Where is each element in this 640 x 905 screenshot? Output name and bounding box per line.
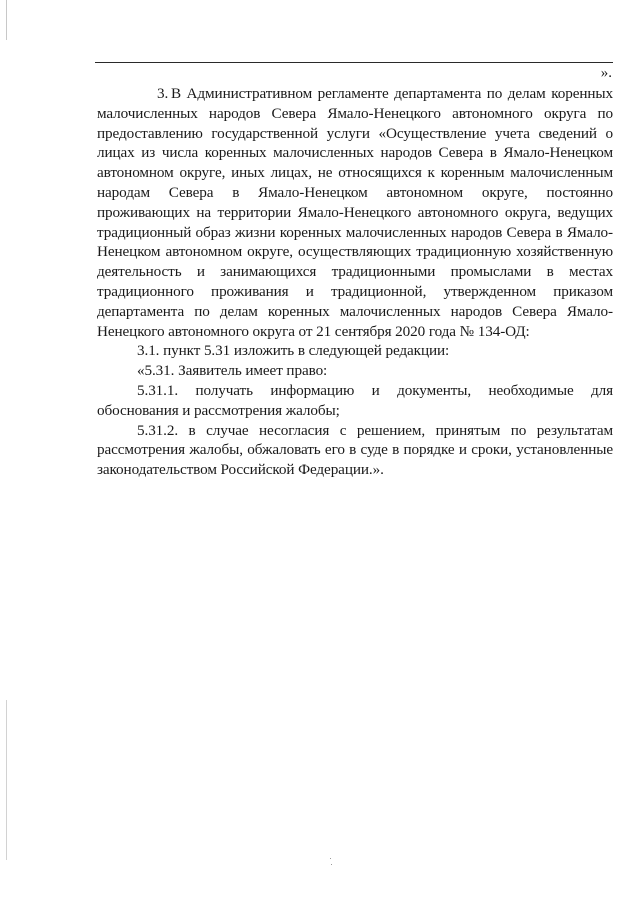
scan-edge-mark bbox=[6, 700, 7, 860]
paragraph-item-3 bbox=[97, 84, 613, 341]
header-rule bbox=[95, 62, 613, 63]
document-body bbox=[97, 84, 613, 480]
paragraph-item-5-31: «5.31. Заявитель имеет право: bbox=[137, 362, 328, 380]
scan-speck bbox=[330, 858, 331, 859]
scan-speck bbox=[331, 864, 332, 865]
item-number: 3. bbox=[157, 85, 169, 102]
paragraph-item-3-1: 3.1. пункт 5.31 изложить в следующей редакции: bbox=[137, 342, 450, 360]
paragraph-item-5-31-2: 5.31.2. в случае несогласия с решением, принятым по результатам рассмотрения жалобы, обжаловать его в суде в порядке и сроки, установленные законодательством Российской Федерации.». bbox=[97, 421, 613, 479]
paragraph-item-5-31-1: 5.31.1. получать информацию и документы, необходимые для обоснования и рассмотрения жалобы; bbox=[97, 381, 613, 419]
closing-quote: ». bbox=[600, 65, 612, 81]
paragraph-text: В Административном регламенте департамента по делам коренных малочисленных народов Севера Ямало-Ненецкого автономного округа по предоставлению государственной услуги «Осуществление учета сведений о лицах из числа коренных малочисленных народов Севера в Ямало-Ненецком автономном округе, иных лицах, не относящихся к коренным малочисленным народам Севера в Ямало-Ненецком автономном округе, постоянно проживающих на территории Ямало-Ненецкого автономного округа, ведущих традиционный образ жизни коренных малочисленных народов Севера в Ямало-Ненецком автономном округе, осуществляющих традиционную хозяйственную деятельность и занимающихся традиционными промыслами в местах традиционного проживания и традиционной, утвержденном приказом департамента по делам коренных малочисленных народов Севера Ямало-Ненецкого автономного округа от 21 сентября 2020 года № 134-ОД: bbox=[97, 85, 613, 340]
scan-edge-mark bbox=[6, 0, 7, 40]
